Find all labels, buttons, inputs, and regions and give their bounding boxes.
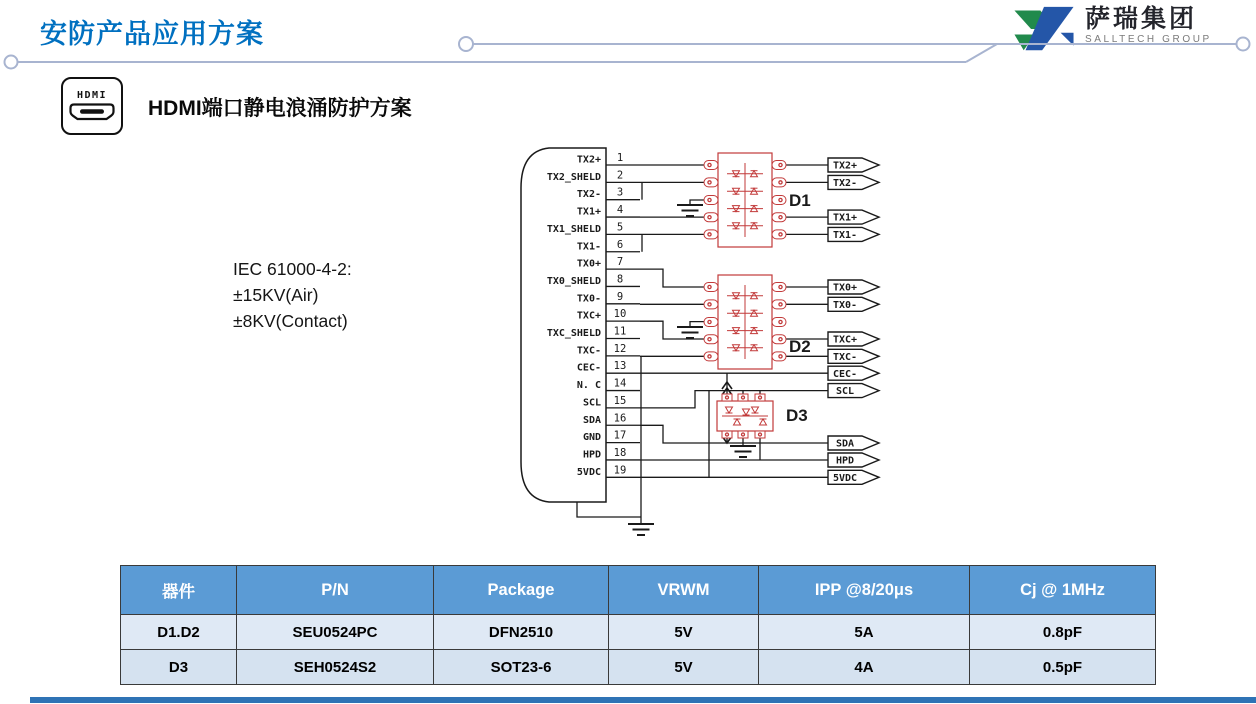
svg-text:5: 5 <box>616 221 624 234</box>
svg-text:TX0_SHELD: TX0_SHELD <box>546 275 601 287</box>
spec-table-cell: D3 <box>121 650 237 685</box>
section-heading: HDMI端口静电浪涌防护方案 <box>148 97 412 120</box>
svg-text:TX1_SHELD: TX1_SHELD <box>546 223 601 235</box>
svg-text:3: 3 <box>616 186 624 199</box>
spec-table <box>120 565 1156 685</box>
spec-col-header: Cj @ 1MHz <box>970 566 1156 615</box>
svg-text:16: 16 <box>613 412 627 425</box>
iec-note-line1: IEC 61000-4-2: <box>233 259 352 279</box>
svg-text:TX2-: TX2- <box>576 189 601 201</box>
svg-text:2: 2 <box>616 169 624 182</box>
svg-text:TX0+: TX0+ <box>832 282 858 294</box>
logo-company-name: 萨瑞集团 <box>1085 5 1198 33</box>
spec-table-cell: SEU0524PC <box>237 615 434 650</box>
svg-text:TX0-: TX0- <box>832 299 858 311</box>
svg-text:N. C: N. C <box>576 380 601 392</box>
svg-text:TXC-: TXC- <box>832 351 858 363</box>
svg-text:TX2_SHELD: TX2_SHELD <box>546 171 601 183</box>
svg-text:7: 7 <box>616 256 624 269</box>
iec-note-line3: ±8KV(Contact) <box>233 311 348 331</box>
svg-text:19: 19 <box>613 464 627 477</box>
svg-text:TX0-: TX0- <box>576 293 601 305</box>
svg-text:SDA: SDA <box>582 414 601 426</box>
svg-text:D1: D1 <box>789 191 811 210</box>
svg-text:SCL: SCL <box>582 397 601 409</box>
svg-text:TX1+: TX1+ <box>576 206 601 218</box>
spec-table-cell: SOT23-6 <box>434 650 609 685</box>
spec-table-cell: DFN2510 <box>434 615 609 650</box>
svg-text:12: 12 <box>613 342 627 355</box>
spec-col-header: Package <box>434 566 609 615</box>
hdmi-icon-label: HDMI <box>76 90 108 101</box>
spec-table-header <box>121 566 1156 615</box>
svg-text:TX0+: TX0+ <box>576 258 601 270</box>
svg-text:8: 8 <box>616 273 624 286</box>
svg-text:9: 9 <box>616 290 624 303</box>
svg-text:15: 15 <box>613 394 627 407</box>
svg-text:TXC+: TXC+ <box>832 334 858 346</box>
svg-text:TX2-: TX2- <box>832 178 858 189</box>
spec-table-cell: D1.D2 <box>121 615 237 650</box>
spec-col-header: IPP @8/20μs <box>759 566 970 615</box>
svg-text:TX2+: TX2+ <box>576 154 601 166</box>
svg-text:11: 11 <box>613 325 627 338</box>
spec-table-cell: SEH0524S2 <box>237 650 434 685</box>
logo-group-name: SALLTECH GROUP <box>1085 34 1212 45</box>
svg-text:5VDC: 5VDC <box>832 472 858 484</box>
svg-text:HPD: HPD <box>582 449 601 461</box>
svg-text:1: 1 <box>616 152 624 164</box>
svg-text:CEC-: CEC- <box>832 368 858 380</box>
svg-text:5VDC: 5VDC <box>576 466 601 478</box>
svg-text:TX2+: TX2+ <box>832 160 858 172</box>
spec-col-header: 器件 <box>121 566 237 615</box>
svg-text:SDA: SDA <box>835 438 855 450</box>
spec-table-row <box>121 650 1156 685</box>
svg-text:TXC-: TXC- <box>576 345 601 357</box>
svg-text:6: 6 <box>616 238 624 251</box>
svg-text:SCL: SCL <box>835 386 855 398</box>
page-title: 安防产品应用方案 <box>40 19 264 49</box>
spec-table-row <box>121 615 1156 650</box>
svg-text:4: 4 <box>616 204 624 217</box>
svg-text:TX1+: TX1+ <box>832 212 858 224</box>
spec-table-cell: 5A <box>759 615 970 650</box>
svg-text:TX1-: TX1- <box>576 241 601 253</box>
svg-text:D3: D3 <box>786 406 808 425</box>
spec-col-header: P/N <box>237 566 434 615</box>
spec-table-cell: 5V <box>609 650 759 685</box>
svg-text:TXC_SHELD: TXC_SHELD <box>546 328 601 339</box>
spec-table-cell: 4A <box>759 650 970 685</box>
svg-text:HPD: HPD <box>835 455 855 467</box>
spec-table-cell: 0.5pF <box>970 650 1156 685</box>
svg-text:18: 18 <box>613 446 627 459</box>
bottom-accent-bar <box>30 697 1256 703</box>
svg-text:TX1-: TX1- <box>832 230 858 241</box>
svg-text:17: 17 <box>613 429 627 442</box>
svg-text:13: 13 <box>613 360 627 373</box>
svg-text:14: 14 <box>613 377 627 390</box>
spec-table-cell: 5V <box>609 615 759 650</box>
svg-text:CEC-: CEC- <box>576 362 601 374</box>
spec-col-header: VRWM <box>609 566 759 615</box>
svg-text:TXC+: TXC+ <box>576 310 601 322</box>
spec-table-cell: 0.8pF <box>970 615 1156 650</box>
svg-text:10: 10 <box>613 308 627 321</box>
iec-note-line2: ±15KV(Air) <box>233 285 319 305</box>
svg-text:D2: D2 <box>789 337 811 356</box>
svg-text:GND: GND <box>582 432 601 444</box>
spec-table-body <box>121 615 1156 685</box>
